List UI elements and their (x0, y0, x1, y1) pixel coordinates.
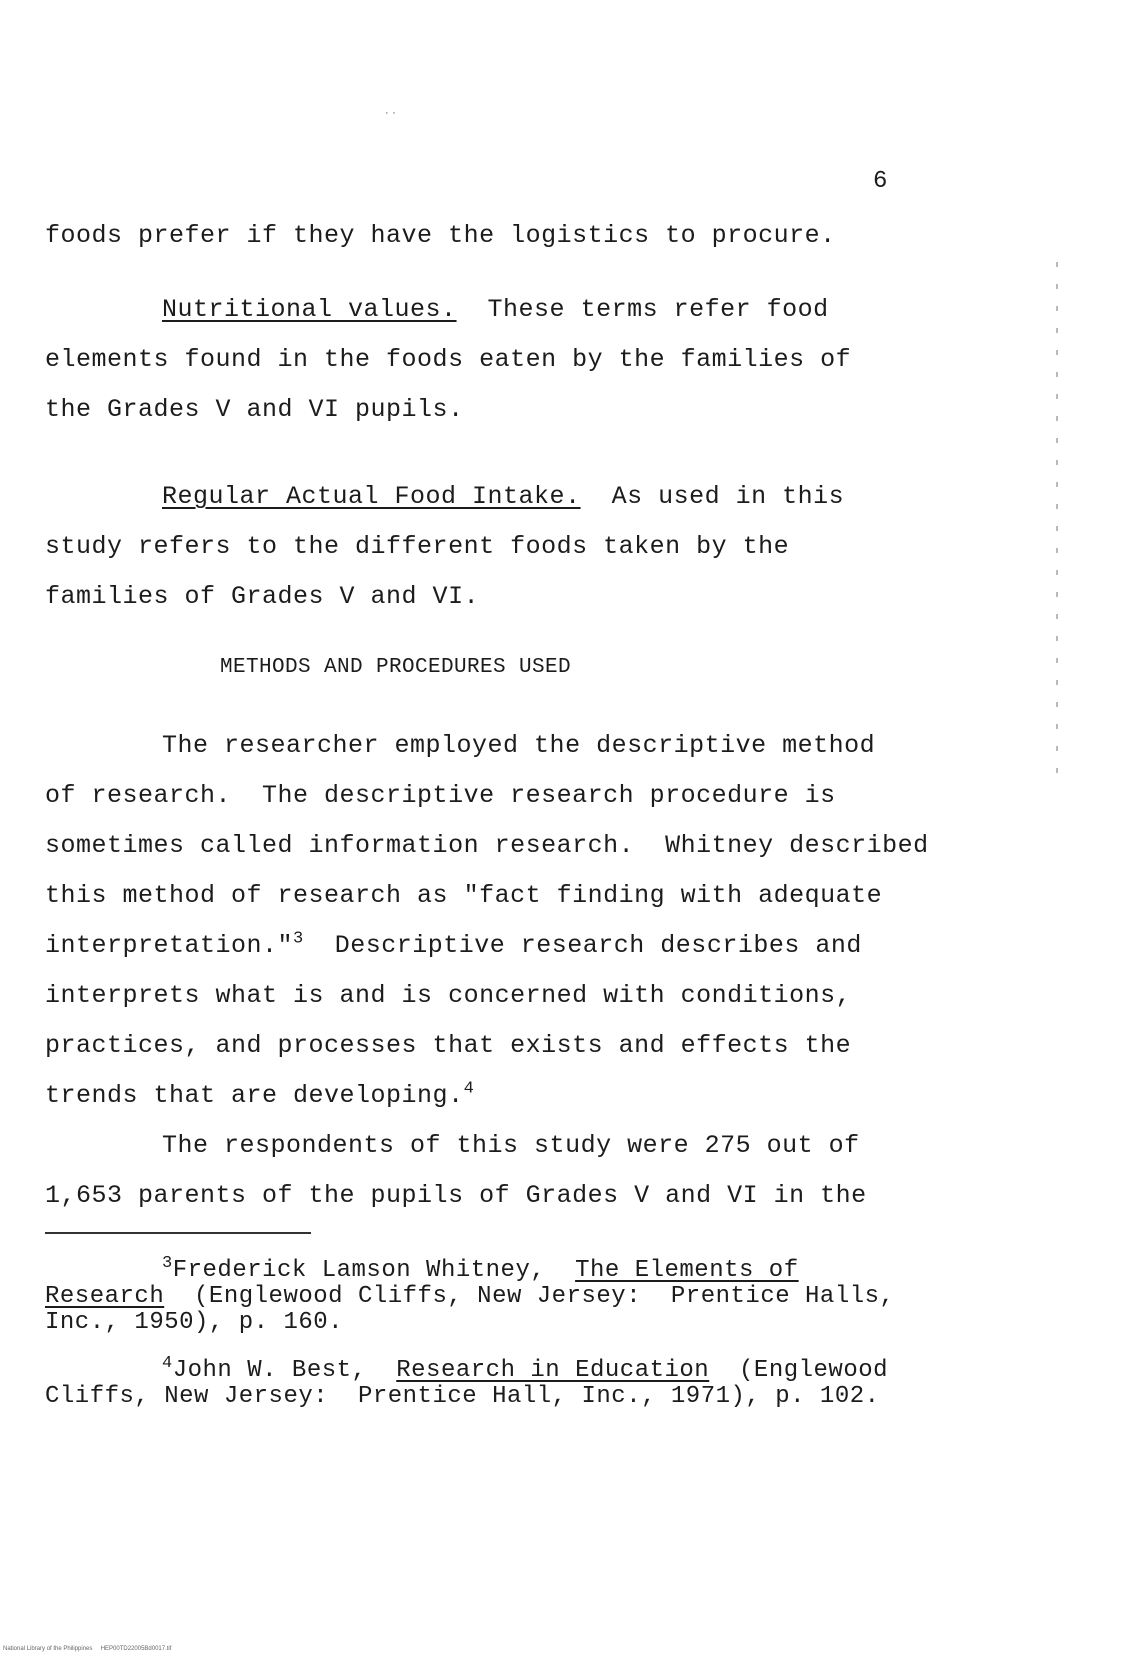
citation-marker-3: 3 (293, 929, 304, 949)
footnote-text: (Englewood Cliffs, New Jersey: Prentice Halls, (164, 1283, 895, 1310)
binding-edge (1056, 262, 1058, 782)
definition-nutritional-values (162, 294, 829, 326)
body-line-with-citation (45, 1080, 474, 1112)
body-line: sometimes called information research. Whitney described (45, 831, 929, 860)
footnote-title: Research in Education (396, 1357, 710, 1384)
term-nutritional-values: Nutritional values. (162, 295, 457, 324)
body-line-with-citation (45, 930, 862, 962)
body-line: The respondents of this study were 275 out of (162, 1131, 860, 1160)
scan-footer: National Library of the Philippines HEP00TD22005Bd0017.tif (3, 1646, 172, 1652)
footnote-title: Research (45, 1283, 165, 1310)
body-line: of research. The descriptive research procedure is (45, 781, 836, 810)
footnote-divider (45, 1232, 311, 1234)
body-line: practices, and processes that exists and effects the (45, 1031, 852, 1060)
body-line: study refers to the different foods taken by the (45, 532, 790, 561)
footnote-3-line: Inc., 1950), p. 160. (45, 1309, 344, 1336)
page-number: 6 (873, 168, 888, 195)
definition-text: These terms refer food (456, 295, 829, 324)
body-line: families of Grades V and VI. (45, 582, 480, 611)
footnote-text: (Englewood (709, 1357, 889, 1384)
footnote-3-line (162, 1254, 799, 1284)
body-line: foods prefer if they have the logistics to procure. (45, 221, 836, 250)
footnote-author: Frederick Lamson Whitney, (172, 1257, 576, 1284)
term-regular-food-intake: Regular Actual Food Intake. (162, 482, 581, 511)
body-line: this method of research as "fact finding with adequate (45, 881, 883, 910)
footnote-3-line (45, 1284, 894, 1310)
footnote-marker-4: 4 (162, 1354, 173, 1373)
footnote-title: The Elements of (575, 1257, 799, 1284)
body-line: the Grades V and VI pupils. (45, 395, 464, 424)
definition-text: As used in this (580, 482, 845, 511)
body-text: interpretation." (45, 931, 294, 960)
body-line: The researcher employed the descriptive method (162, 731, 876, 760)
footnote-4-line: Cliffs, New Jersey: Prentice Hall, Inc., 1971), p. 102. (45, 1383, 880, 1410)
footnote-author: John W. Best, (172, 1357, 397, 1384)
citation-marker-4: 4 (463, 1079, 475, 1099)
body-line: 1,653 parents of the pupils of Grades V and VI in the (45, 1181, 867, 1210)
definition-regular-food-intake (162, 481, 844, 513)
scan-speck: ⋅⋅ (383, 107, 398, 121)
body-text: trends that are developing. (45, 1081, 464, 1110)
footnote-4-line (162, 1354, 889, 1384)
section-heading: METHODS AND PROCEDURES USED (220, 656, 572, 679)
body-text: Descriptive research describes and (303, 931, 862, 960)
body-line: interprets what is and is concerned with conditions, (45, 981, 852, 1010)
footnote-marker-3: 3 (162, 1254, 173, 1273)
body-line: elements found in the foods eaten by the families of (45, 345, 852, 374)
